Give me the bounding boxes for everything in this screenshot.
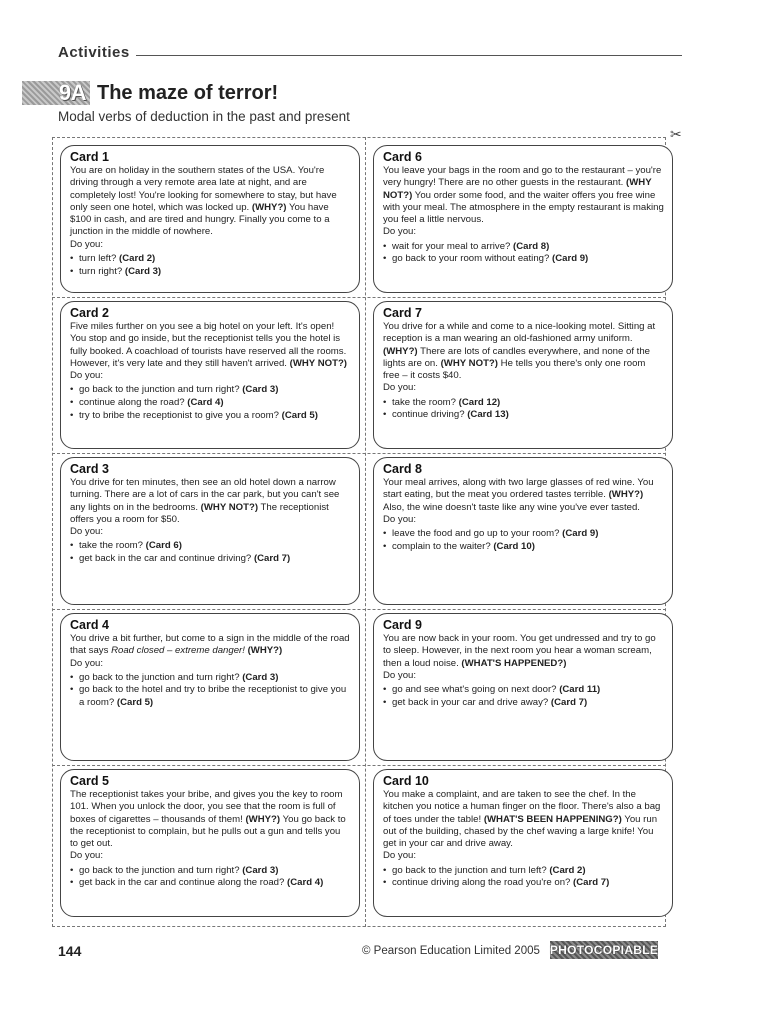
card-story-text [383, 633, 664, 670]
prompt-question: (WHY?) [383, 345, 418, 357]
photocopiable-badge-text: PHOTOCOPIABLE [549, 943, 659, 957]
prompt-question: (Card 3) [242, 864, 279, 876]
choice-item [70, 877, 351, 890]
choice-list [70, 384, 351, 422]
text-run: There are lots of candles everywhere, and none of the lights are on. [383, 345, 650, 369]
text-run: You run out of the building, chased by the chef waving a large knife! You get in your car and drive away. [383, 813, 658, 850]
prompt-question: (Card 13) [467, 409, 509, 421]
text-run: continue driving? [392, 409, 468, 421]
cut-line-vertical [365, 137, 366, 927]
prompt-question: (Card 2) [549, 864, 586, 876]
card-prompt: Do you: [70, 657, 104, 669]
card-title: Card 4 [70, 618, 109, 632]
story-card [60, 769, 360, 917]
choice-item [70, 253, 351, 266]
choice-item [383, 697, 664, 710]
choice-item [70, 553, 351, 566]
text-run: You are on holiday in the southern states of the USA. You're driving through a very remote area late at night, and are completely lost! You're looking for somewhere to stay, but have only seen one hotel, which was locked up. [70, 165, 337, 213]
choice-item [70, 410, 351, 423]
copyright-notice: © Pearson Education Limited 2005 [362, 945, 540, 957]
text-run: You leave your bags in the room and go to the restaurant – you're very hungry! There are no other guests in the restaurant. [383, 165, 662, 189]
photocopiable-badge [550, 941, 658, 959]
prompt-question: (Card 7) [253, 553, 291, 565]
card-prompt: Do you: [70, 850, 104, 862]
choice-list [383, 684, 664, 709]
prompt-question: (Card 5) [281, 409, 318, 421]
prompt-question: (Card 3) [124, 265, 162, 277]
section-header [58, 44, 682, 66]
prompt-question: (Card 7) [573, 877, 610, 889]
text-run: You are now back in your room. You get undressed and try to go to sleep. However, in the next room you hear a woman scream, then a loud noise. [383, 633, 656, 669]
choice-item [70, 397, 351, 410]
text-run: You drive for ten minutes, then see an old hotel down a narrow turning. There are a lot of cars in the car park, but you can't see any lights on in the bedrooms. [70, 477, 340, 513]
choice-list [70, 865, 351, 890]
cut-line-horizontal [52, 453, 666, 454]
choice-item [70, 540, 351, 553]
text-run: The receptionist offers you a room for $50. [70, 501, 329, 525]
choice-list [70, 540, 351, 565]
text-run: go back to the junction and turn right? [79, 671, 243, 683]
page-title: The maze of terror! [97, 81, 279, 104]
text-run: complain to the waiter? [392, 540, 494, 552]
text-run: get back in the car and continue along the road? [79, 877, 288, 889]
text-run: continue along the road? [79, 397, 188, 409]
choice-item [70, 266, 351, 279]
choice-list [383, 528, 664, 553]
prompt-question: (Card 2) [119, 253, 156, 265]
prompt-question: (Card 9) [562, 528, 599, 540]
text-run: get back in the car and continue driving? [79, 553, 254, 565]
section-label: Activities [58, 44, 136, 61]
choice-item [383, 409, 664, 422]
text-run: You have $100 in cash, and are tired and hungry. Finally you come to a junction in the middle of nowhere. [70, 201, 330, 238]
prompt-question: (WHY?) [247, 645, 283, 657]
card-title: Card 2 [70, 306, 109, 320]
choice-item [383, 541, 664, 554]
text-run: Your meal arrives, along with two large glasses of red wine. You start eating, but the meat you ordered tastes terrible. [383, 477, 654, 501]
text-run: try to bribe the receptionist to give you a room? [79, 409, 282, 421]
choice-list [383, 241, 664, 266]
story-card [373, 613, 673, 761]
title-row [22, 80, 278, 106]
card-story-text [383, 321, 664, 382]
prompt-question: (Card 3) [242, 384, 279, 396]
choice-list [70, 672, 351, 710]
prompt-question: (Card 9) [552, 253, 589, 265]
unit-badge-text: 9A [58, 80, 86, 105]
cut-line-horizontal [52, 297, 666, 298]
prompt-question: (Card 5) [116, 697, 154, 709]
choice-item [383, 397, 664, 410]
prompt-question: (Card 4) [287, 877, 324, 889]
card-story-text [70, 477, 351, 526]
card-prompt: Do you: [70, 238, 104, 250]
prompt-question: (Card 12) [458, 396, 501, 408]
card-prompt: Do you: [70, 370, 104, 382]
text-run: You drive a bit further, but come to a sign in the middle of the road that says [70, 633, 350, 657]
sign-text: Road closed – extreme danger! [111, 645, 245, 657]
card-prompt: Do you: [383, 669, 417, 681]
text-run: get back in your car and drive away? [392, 696, 551, 708]
choice-item [70, 865, 351, 878]
text-run: continue driving along the road you're on? [392, 877, 574, 889]
choice-item [383, 865, 664, 878]
text-run: Five miles further on you see a big hotel on your left. It's open! You stop and go inside, but the receptionist tells you the hotel is fully booked. A coachload of tourists have reserved all the rooms. However, it's very late and they still haven't arrived. [70, 321, 347, 369]
choice-item [383, 528, 664, 541]
card-story-text [383, 165, 664, 226]
unit-badge [22, 81, 90, 105]
card-story-text [70, 321, 351, 370]
text-run: leave the food and go up to your room? [392, 528, 563, 540]
choice-list [383, 397, 664, 422]
card-title: Card 6 [383, 150, 422, 164]
section-rule [58, 55, 682, 56]
card-prompt: Do you: [70, 526, 104, 538]
prompt-question: (Card 4) [187, 397, 224, 409]
choice-item [70, 672, 351, 685]
text-run: You go back to the receptionist to complain, but he pulls out a gun and tells you to get out. [70, 813, 346, 850]
cut-line-horizontal [52, 609, 666, 610]
card-title: Card 3 [70, 462, 109, 476]
card-story-text [70, 165, 351, 239]
prompt-question: (WHY?) [245, 813, 281, 825]
page-number: 144 [58, 943, 82, 959]
story-card [373, 145, 673, 293]
text-run: wait for your meal to arrive? [392, 240, 514, 252]
card-prompt: Do you: [383, 513, 417, 525]
card-story-text [70, 633, 351, 658]
text-run: go back to the junction and turn left? [392, 864, 550, 876]
scissors-icon: ✂ [670, 126, 682, 142]
text-run: You make a complaint, and are taken to see the chef. In the kitchen you notice a human finger on the floor. There's also a bag of toes under the table! [383, 789, 661, 825]
card-title: Card 1 [70, 150, 109, 164]
prompt-question: (WHAT'S BEEN HAPPENING?) [483, 813, 622, 825]
card-title: Card 7 [383, 306, 422, 320]
card-story-text [70, 789, 351, 850]
cut-line-horizontal [52, 765, 666, 766]
choice-list [383, 865, 664, 890]
text-run: take the room? [79, 540, 146, 552]
prompt-question: (WHY?) [608, 489, 644, 501]
story-card [373, 769, 673, 917]
text-run: Also, the wine doesn't taste like any wine you've ever tasted. [383, 501, 640, 513]
story-card [60, 613, 360, 761]
card-story-text [383, 477, 664, 514]
prompt-question: (Card 10) [493, 540, 535, 552]
prompt-question: (Card 3) [242, 671, 279, 683]
prompt-question: (Card 8) [513, 240, 550, 252]
prompt-question: (WHY?) [251, 201, 287, 213]
text-run: go back to the junction and turn right? [79, 864, 243, 876]
text-run: go and see what's going on next door? [392, 684, 560, 696]
card-prompt: Do you: [383, 382, 417, 394]
prompt-question: (WHY NOT?) [440, 357, 498, 369]
story-card [60, 457, 360, 605]
card-title: Card 9 [383, 618, 422, 632]
story-card [60, 145, 360, 293]
text-run: go back to the junction and turn right? [79, 384, 243, 396]
choice-item [383, 877, 664, 890]
choice-list [70, 253, 351, 278]
prompt-question: (WHY NOT?) [289, 357, 348, 369]
choice-item [383, 684, 664, 697]
prompt-question: (WHY NOT?) [383, 177, 652, 201]
story-card [373, 457, 673, 605]
text-run: He tells you there's only one room free – it costs $40. [383, 357, 646, 382]
prompt-question: (WHAT'S HAPPENED?) [461, 657, 567, 669]
text-run: turn right? [79, 265, 125, 277]
text-run: turn left? [79, 253, 119, 265]
prompt-question: (Card 11) [559, 684, 601, 696]
choice-item [383, 241, 664, 254]
prompt-question: (WHY NOT?) [200, 501, 259, 513]
card-title: Card 5 [70, 774, 109, 788]
text-run: go back to your room without eating? [392, 253, 552, 265]
text-run: You drive for a while and come to a nice-looking motel. Sitting at reception is a man wearing an old-fashioned army uniform. [383, 321, 656, 345]
prompt-question: (Card 7) [550, 696, 588, 708]
card-prompt: Do you: [383, 226, 417, 238]
card-prompt: Do you: [383, 850, 417, 862]
story-card [60, 301, 360, 449]
choice-item [70, 384, 351, 397]
story-card [373, 301, 673, 449]
prompt-question: (Card 6) [145, 540, 182, 552]
text-run: go back to the hotel and try to bribe the receptionist to give you a room? [79, 684, 347, 709]
text-run: take the room? [392, 396, 459, 408]
choice-item [70, 684, 351, 709]
choice-item [383, 253, 664, 266]
text-run: You order some food, and the waiter offers you free wine with your meal. The atmosphere in the empty restaurant is making you feel a little nervous. [383, 189, 664, 226]
page-subtitle: Modal verbs of deduction in the past and present [58, 109, 350, 124]
card-title: Card 10 [383, 774, 429, 788]
text-run: The receptionist takes your bribe, and gives you the key to room 101. When you unlock the door, you see that the room is full of boxes of cigarettes – thousands of them! [70, 789, 343, 825]
card-title: Card 8 [383, 462, 422, 476]
card-story-text [383, 789, 664, 850]
